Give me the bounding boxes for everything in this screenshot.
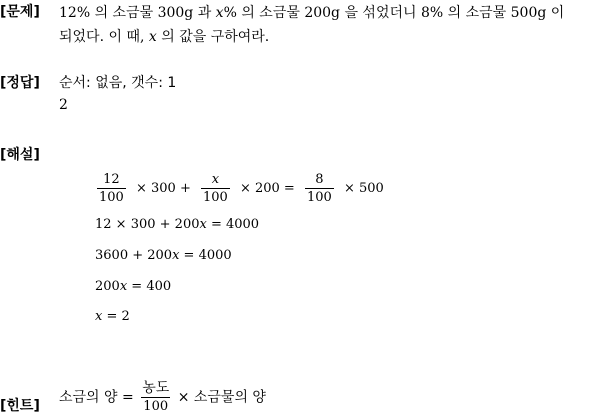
- math-variable: x: [199, 217, 207, 232]
- equation-term: × 300 +: [135, 181, 191, 196]
- fraction-12-over-100: $\frac{12}{100}$: [99, 172, 124, 205]
- equation-term: × 500: [343, 181, 384, 196]
- math-variable: x: [215, 5, 224, 21]
- solution-equation-3: [95, 248, 232, 263]
- math-variable: x: [95, 309, 103, 324]
- text-run: 200: [95, 279, 120, 294]
- hint-lhs: 소금의 양 =: [59, 389, 134, 406]
- solution-label: [해설]: [0, 147, 40, 163]
- text-run: 12% 의 소금물 300g 과: [59, 5, 216, 21]
- text-run: = 2: [102, 309, 130, 324]
- solution-equation-5: [95, 309, 130, 324]
- fraction-concentration-over-100: $\frac{\text{농도}}{100}$: [142, 380, 170, 414]
- answer-value: 2: [59, 97, 68, 113]
- solution-equation-4: [95, 279, 171, 294]
- text-run: = 400: [127, 279, 172, 294]
- answer-label: [정답]: [0, 75, 40, 91]
- fraction-8-over-100: $\frac{8}{100}$: [306, 172, 332, 205]
- text-run: % 의 소금물 200g 을 섞었더니 8% 의 소금물 500g 이: [223, 5, 565, 21]
- text-run: 12 × 300 + 200: [95, 217, 200, 232]
- problem-line-2: [59, 26, 269, 46]
- fraction-x-over-100: $\frac{x}{100}$: [202, 172, 228, 205]
- math-variable: x: [148, 29, 157, 45]
- problem-line-1: [59, 2, 564, 22]
- solution-equation-1: [95, 172, 388, 205]
- text-run: 되었다. 이 때,: [59, 29, 149, 45]
- problem-label: [문제]: [0, 4, 40, 20]
- equation-term: × 200 =: [239, 181, 295, 196]
- text-run: = 4000: [206, 217, 260, 232]
- math-variable: x: [119, 279, 128, 294]
- text-run: = 4000: [179, 248, 232, 263]
- answer-meta: 순서: 없음, 갯수: 1: [59, 75, 177, 91]
- text-run: 3600 + 200: [95, 248, 173, 263]
- solution-equation-2: [95, 217, 259, 232]
- hint-formula: [59, 381, 266, 414]
- hint-label: [힌트]: [0, 398, 40, 414]
- text-run: 의 값을 구하여라.: [156, 29, 270, 45]
- hint-rhs: × 소금물의 양: [177, 389, 266, 406]
- math-variable: x: [172, 248, 180, 263]
